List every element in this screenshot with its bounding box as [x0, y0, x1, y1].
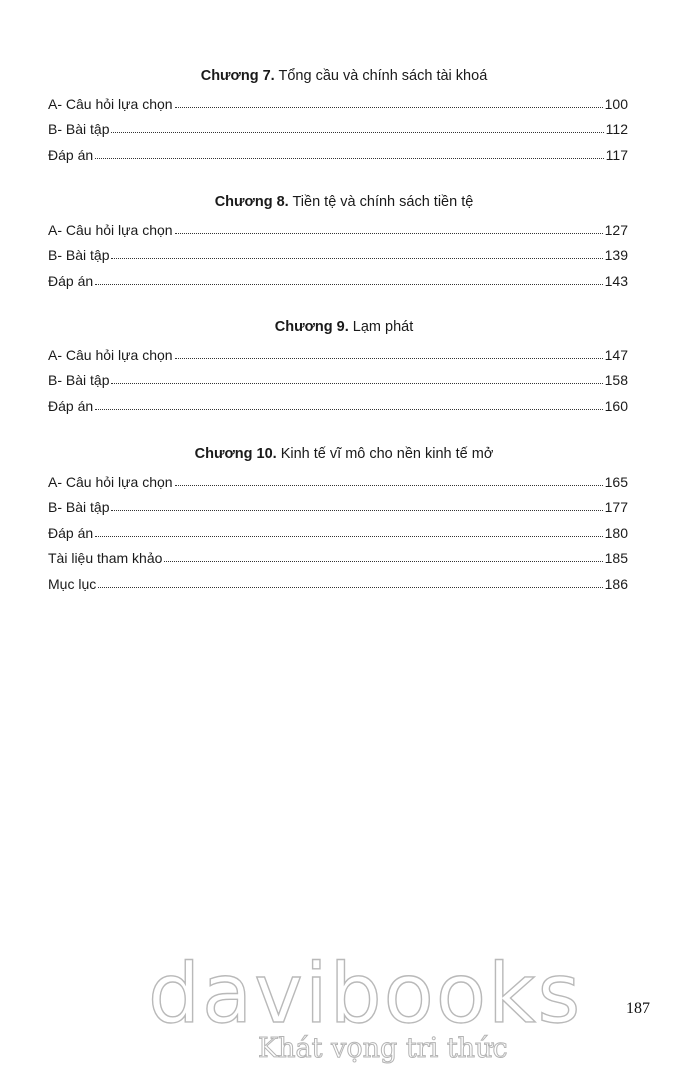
toc-entry[interactable]: [48, 515, 628, 541]
toc-entry-label: Đáp án: [48, 397, 94, 414]
toc-entry-page: 143: [604, 272, 628, 289]
chapter-7-section: [48, 66, 628, 163]
toc-entry[interactable]: [48, 541, 628, 567]
chapter-heading: [60, 66, 628, 86]
toc-entry[interactable]: [48, 212, 628, 238]
toc-entry-page: 186: [604, 575, 628, 592]
toc-entry[interactable]: [48, 337, 628, 363]
page-number: 187: [626, 1000, 650, 1017]
toc-entry-label: B- Bài tập: [48, 372, 110, 388]
chapter-number: Chương 10.: [194, 446, 277, 462]
toc-entry-label: Đáp án: [48, 524, 94, 541]
chapter-number: Chương 7.: [200, 68, 275, 84]
chapter-title: Tổng cầu và chính sách tài khoá: [278, 68, 488, 84]
toc-entry[interactable]: [48, 388, 628, 414]
dot-leader: [164, 561, 602, 562]
toc-entry-label: B- Bài tập: [48, 247, 110, 263]
dot-leader: [111, 383, 602, 384]
toc-entry-label: B- Bài tập: [48, 499, 110, 515]
toc-entry-page: 117: [605, 146, 628, 163]
toc-entry-page: 180: [604, 524, 628, 541]
chapter-title: Kinh tế vĩ mô cho nền kinh tế mở: [280, 446, 494, 462]
toc-entry-page: 177: [604, 499, 628, 515]
toc-entry[interactable]: [48, 464, 628, 490]
dot-leader: [175, 358, 603, 359]
chapter-title: Tiền tệ và chính sách tiền tệ: [292, 194, 474, 210]
toc-entry[interactable]: [48, 137, 628, 163]
toc-entry[interactable]: [48, 566, 628, 592]
toc-entry-label: A- Câu hỏi lựa chọn: [48, 221, 173, 238]
toc-entry[interactable]: [48, 112, 628, 138]
davibooks-watermark: [148, 947, 583, 1064]
dot-leader: [95, 158, 604, 159]
chapter-heading: [60, 192, 628, 212]
dot-leader: [111, 258, 602, 259]
chapter-title: Lạm phát: [352, 319, 414, 335]
chapter-9-section: [48, 317, 628, 414]
toc-entry[interactable]: [48, 263, 628, 289]
toc-entry[interactable]: [48, 363, 628, 389]
toc-entry-label: Mục lục: [48, 575, 97, 592]
toc-entry-page: 158: [604, 372, 628, 388]
toc-entry-page: 185: [604, 550, 628, 566]
toc-entry-label: Đáp án: [48, 146, 94, 163]
chapter-heading: [60, 444, 628, 464]
dot-leader: [175, 485, 603, 486]
chapter-number: Chương 8.: [214, 194, 289, 210]
toc-entry-page: 100: [604, 95, 628, 112]
chapter-number: Chương 9.: [274, 319, 349, 335]
toc-entry[interactable]: [48, 238, 628, 264]
toc-entry-label: Đáp án: [48, 272, 94, 289]
toc-entry-label: A- Câu hỏi lựa chọn: [48, 473, 173, 490]
toc-entry[interactable]: [48, 86, 628, 112]
watermark-tagline: Khát vọng tri thức: [258, 1033, 508, 1064]
dot-leader: [98, 587, 602, 588]
toc-entry-page: 112: [605, 121, 628, 137]
toc-entry-page: 139: [604, 247, 628, 263]
toc-entry-label: B- Bài tập: [48, 121, 110, 137]
toc-entry[interactable]: [48, 490, 628, 516]
chapter-10-section: [48, 444, 628, 592]
toc-entry-page: 147: [604, 346, 628, 363]
watermark-brand: davibooks: [148, 947, 583, 1042]
toc-entry-page: 127: [604, 221, 628, 238]
dot-leader: [95, 284, 602, 285]
chapter-8-section: [48, 192, 628, 289]
toc-entry-page: 160: [604, 397, 628, 414]
toc-entry-page: 165: [604, 473, 628, 490]
chapter-heading: [60, 317, 628, 337]
toc-entry-label: A- Câu hỏi lựa chọn: [48, 95, 173, 112]
dot-leader: [111, 510, 602, 511]
toc-entry-label: A- Câu hỏi lựa chọn: [48, 346, 173, 363]
toc-entry-label: Tài liệu tham khảo: [48, 550, 163, 566]
dot-leader: [95, 536, 602, 537]
dot-leader: [95, 409, 602, 410]
dot-leader: [111, 132, 603, 133]
dot-leader: [175, 233, 603, 234]
dot-leader: [175, 107, 603, 108]
